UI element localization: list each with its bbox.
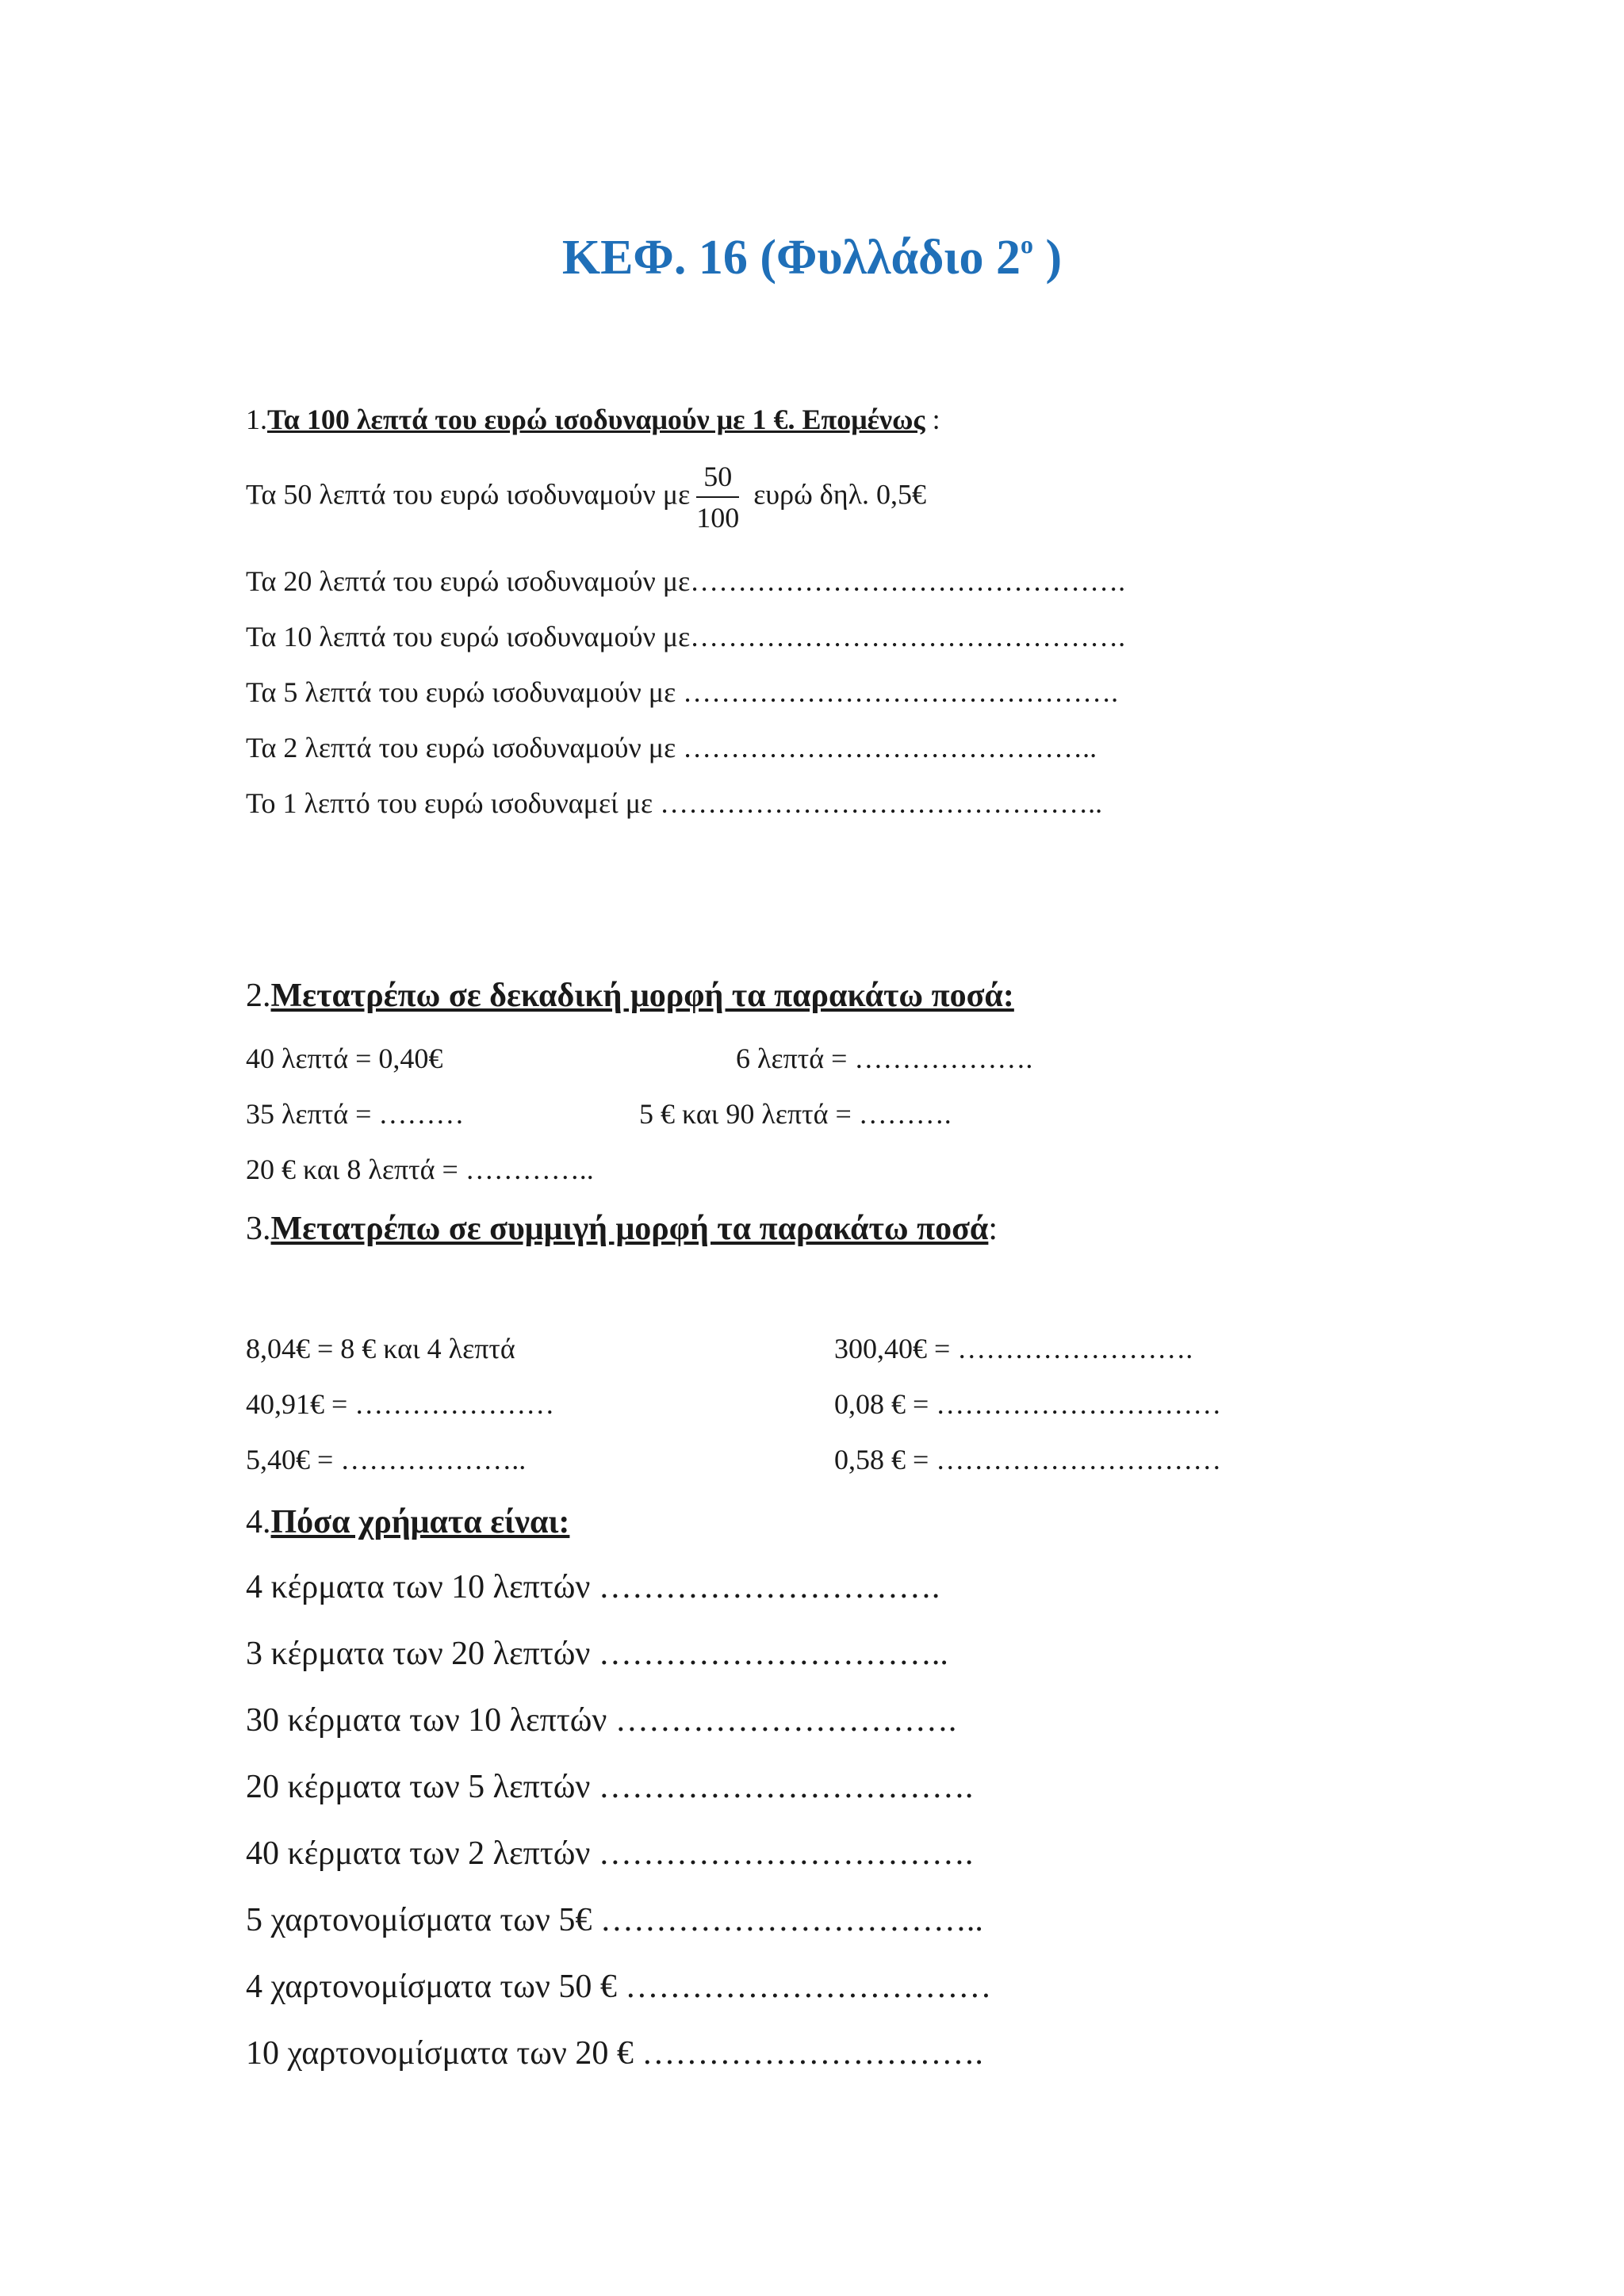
exercise-2-heading: 2.Μετατρέπω σε δεκαδική μορφή τα παρακάτω ποσά: xyxy=(246,978,1014,1014)
exercise-4-line: 40 κέρματα των 2 λεπτών ……………………………. xyxy=(246,1835,974,1872)
exercise-2-item: 6 λεπτά = ………………. xyxy=(736,1043,1033,1074)
exercise-1-heading: 1.Τα 100 λεπτά του ευρώ ισοδυναμούν με 1 €. Επομένως : xyxy=(246,404,940,435)
page-title: ΚΕΦ. 16 (Φυλλάδιο $2^o$ ) xyxy=(561,230,1063,285)
exercise-4-line: 4 κέρματα των 10 λεπτών …………………………. xyxy=(246,1569,940,1605)
exercise-4-line: 20 κέρματα των 5 λεπτών ……………………………. xyxy=(246,1769,974,1805)
exercise-2-item: 5 € και 90 λεπτά = ………. xyxy=(639,1098,952,1130)
exercise-1-example: Τα 50 λεπτά του ευρώ ισοδυναμούν με $\frac{50}{100}$ ευρώ δηλ. 0,5€ xyxy=(246,461,927,534)
exercise-1-line: Τα 5 λεπτά του ευρώ ισοδυναμούν με ………………………………………. xyxy=(246,676,1119,708)
exercise-3-left-item: 8,04€ = 8 € και 4 λεπτά xyxy=(246,1333,515,1364)
exercise-3-right-item: 0,58 € = ………………………… xyxy=(834,1444,1222,1475)
exercise-4-heading: 4.Πόσα χρήματα είναι: xyxy=(246,1504,570,1540)
title-superscript: ο xyxy=(1020,230,1033,258)
exercise-1-line: Τα 10 λεπτά του ευρώ ισοδυναμούν με………………………………………. xyxy=(246,621,1126,652)
exercise-2-item: 20 € και 8 λεπτά = ………….. xyxy=(246,1154,594,1185)
exercise-1-line: Τα 20 λεπτά του ευρώ ισοδυναμούν με………………………………………. xyxy=(246,565,1126,597)
exercise-3-left-item: 5,40€ = ……………….. xyxy=(246,1444,527,1475)
exercise-4-line: 4 χαρτονομίσματα των 50 € …………………………… xyxy=(246,1969,992,2005)
exercise-3-right-item: 0,08 € = ………………………… xyxy=(834,1388,1222,1420)
exercise-4-line: 30 κέρματα των 10 λεπτών …………………………. xyxy=(246,1702,957,1739)
exercise-3-heading: 3.Μετατρέπω σε συμμιγή μορφή τα παρακάτω ποσά: xyxy=(246,1211,998,1247)
exercise-4-line: 5 χαρτονομίσματα των 5€ …………………………….. xyxy=(246,1902,983,1938)
exercise-1-line: Το 1 λεπτό του ευρώ ισοδυναμεί με ……………………………………….. xyxy=(246,787,1103,819)
exercise-4-line: 10 χαρτονομίσματα των 20 € …………………………. xyxy=(246,2035,983,2072)
exercise-3-right-item: 300,40€ = ……………………. xyxy=(834,1333,1193,1364)
exercise-4-line: 3 κέρματα των 20 λεπτών ………………………….. xyxy=(246,1636,948,1672)
exercise-2-item: 40 λεπτά = 0,40€ xyxy=(246,1043,443,1074)
exercise-1-line: Τα 2 λεπτά του ευρώ ισοδυναμούν με …………………………………….. xyxy=(246,732,1097,763)
exercise-2-item: 35 λεπτά = ……… xyxy=(246,1098,465,1130)
fraction-50-100: $\frac{50}{100}$ xyxy=(696,461,740,534)
exercise-3-left-item: 40,91€ = ………………… xyxy=(246,1388,555,1420)
